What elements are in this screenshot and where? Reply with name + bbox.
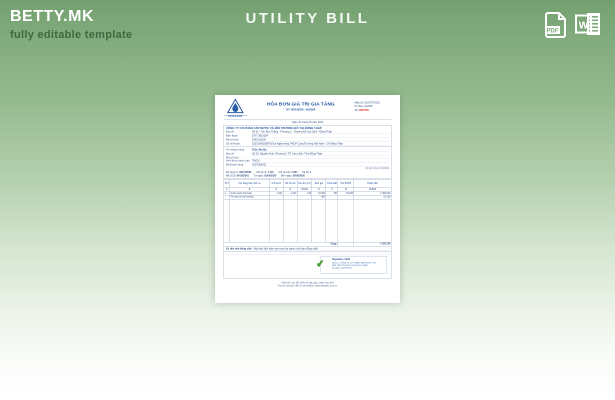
invoice-document: [215, 95, 400, 303]
customer-row-value: TM/CK: [252, 159, 389, 162]
total-value: 1.423.100: [354, 242, 391, 246]
water-logo-icon: [227, 98, 244, 113]
form-no-value: 01GTKT0/001: [364, 101, 380, 105]
customer-row-value: 20DT004521: [252, 163, 389, 166]
dotted-divider: [225, 252, 391, 254]
customer-name: Trần Văn Ba: [252, 148, 389, 151]
digital-signature-box: [315, 256, 387, 273]
customer-meta-note: (Kỳ ghi chỉ số: 06/2020): [365, 167, 390, 170]
signature-line: MÔI TRƯỜNG ĐÔ THỊ ĐỒNG THÁP: [332, 264, 368, 267]
invoice-date-line: Ngày 30 tháng 06 năm 2020: [291, 120, 324, 124]
table-filler-row: [224, 199, 391, 242]
signature-valid-label: Signature Valid: [332, 257, 351, 261]
seller-row-value: 0277 3851254: [252, 134, 389, 137]
amount-words-value: Một triệu bốn trăm hai mươi ba nghìn một trăm đồng chẵn.: [254, 247, 389, 250]
customer-row-label: Tên khách hàng:: [226, 148, 245, 152]
items-table: [224, 179, 392, 246]
customer-row-value: Số 25, Nguyễn Huệ, Phường 2, TP. Cao Lãnh, Tỉnh Đồng Tháp: [252, 152, 389, 155]
serial-value: AA/20P: [364, 104, 373, 108]
customer-row-label: Hình thức thanh toán:: [226, 159, 251, 163]
footer-line: Tra cứu hóa đơn điện tử tại website: www.dowasen.com.vn: [277, 285, 338, 288]
meter-info-line: Số công tơ: 091746532 Chỉ số cũ: 1.101 Chỉ số mới: 1.234 Hệ số: 1: [226, 170, 312, 174]
pdf-download-icon[interactable]: [545, 11, 568, 38]
signature-line: Ký bởi: CÔNG TY CỔ PHẦN CẤP NƯỚC VÀ: [332, 261, 376, 264]
seller-block: [224, 125, 391, 147]
customer-row-label: Mã khách hàng:: [226, 163, 244, 167]
seller-row-label: Điện thoại:: [226, 134, 238, 138]
brand-tagline: fully editable template: [10, 29, 133, 41]
company-logo-text: DOWASEN: [224, 115, 247, 118]
seller-row-value: 1400100104: [252, 138, 389, 141]
seller-row-value: Số 01 - Tôn Đức Thắng - Phường 1 - Thành phố Cao Lãnh - Đồng Tháp: [252, 130, 389, 133]
seller-row-label: Số tài khoản:: [226, 141, 241, 145]
template-preview-page: [215, 95, 400, 303]
word-icon-label: W: [578, 20, 589, 32]
word-download-icon[interactable]: [575, 11, 601, 38]
signature-area: [224, 252, 392, 279]
seller-row-label: Mã số thuế:: [226, 138, 240, 142]
company-logo: [224, 98, 247, 118]
table-header-row: STT Tên hàng hóa, dịch vụ Chỉ số cũ Chỉ số mới Tiêu thụ (m³) Đơn giá Thuế suất Phí BVMT Thành tiền: [224, 179, 391, 188]
seller-row-value: 102010000398762 tại Ngân hàng TMCP Công Thương Việt Nam - CN Đồng Tháp: [252, 142, 389, 145]
invoice-meta-block: [355, 98, 392, 112]
download-buttons: [545, 11, 601, 38]
invoice-number: 0007425: [359, 108, 369, 112]
customer-row-label: Mã số thuế:: [226, 155, 240, 159]
footer-line: (Cần kiểm tra, đối chiếu khi lập, giao, nhận hóa đơn): [281, 281, 334, 285]
meter-info-line: Mã GCS: 06-2020/01 Từ ngày: 01/06/2020 Đến ngày: 30/06/2020: [226, 174, 305, 178]
invoice-header: [224, 98, 392, 119]
table-row: 1 Nước sạch sinh hoạt 1.101 1.234 133 10.300 5% 53.200 1.369.900: [224, 192, 391, 195]
invoice-body-box: [224, 125, 392, 179]
total-label: Cộng:: [224, 242, 338, 246]
customer-row-label: Địa chỉ:: [226, 152, 235, 156]
table-row: Phí bảo vệ môi trường 400 53.200: [224, 196, 391, 200]
seller-row-label: Địa chỉ:: [226, 130, 235, 134]
brand-logo: BETTY.MK: [10, 8, 94, 25]
invoice-title-block: [247, 98, 355, 111]
amount-words-label: Số tiền viết bằng chữ:: [226, 247, 253, 251]
serial-label: Ký hiệu:: [354, 104, 364, 108]
invoice-number-label: Số:: [354, 108, 359, 112]
invoice-title: HÓA ĐƠN GIÁ TRỊ GIA TĂNG: [266, 101, 335, 107]
signature-check-icon: ✔: [315, 258, 325, 270]
invoice-period: KỲ HÓA ĐƠN : 06/2020: [286, 107, 316, 111]
page-title: UTILITY BILL: [245, 10, 370, 27]
table-unit-row: 1 2 3 4 5=4-3 6 7 8 9=5×6: [224, 188, 391, 192]
signature-line: Ký ngày: 30/06/2020: [332, 266, 352, 270]
invoice-footer: [224, 281, 392, 288]
form-no-label: Mẫu số:: [354, 101, 364, 105]
seller-name: CÔNG TY CỔ PHẦN CẤP NƯỚC VÀ MÔI TRƯỜNG ĐÔ THỊ ĐỒNG THÁP: [226, 126, 322, 130]
pdf-icon-label: PDF: [546, 28, 559, 35]
customer-block: [224, 147, 391, 179]
